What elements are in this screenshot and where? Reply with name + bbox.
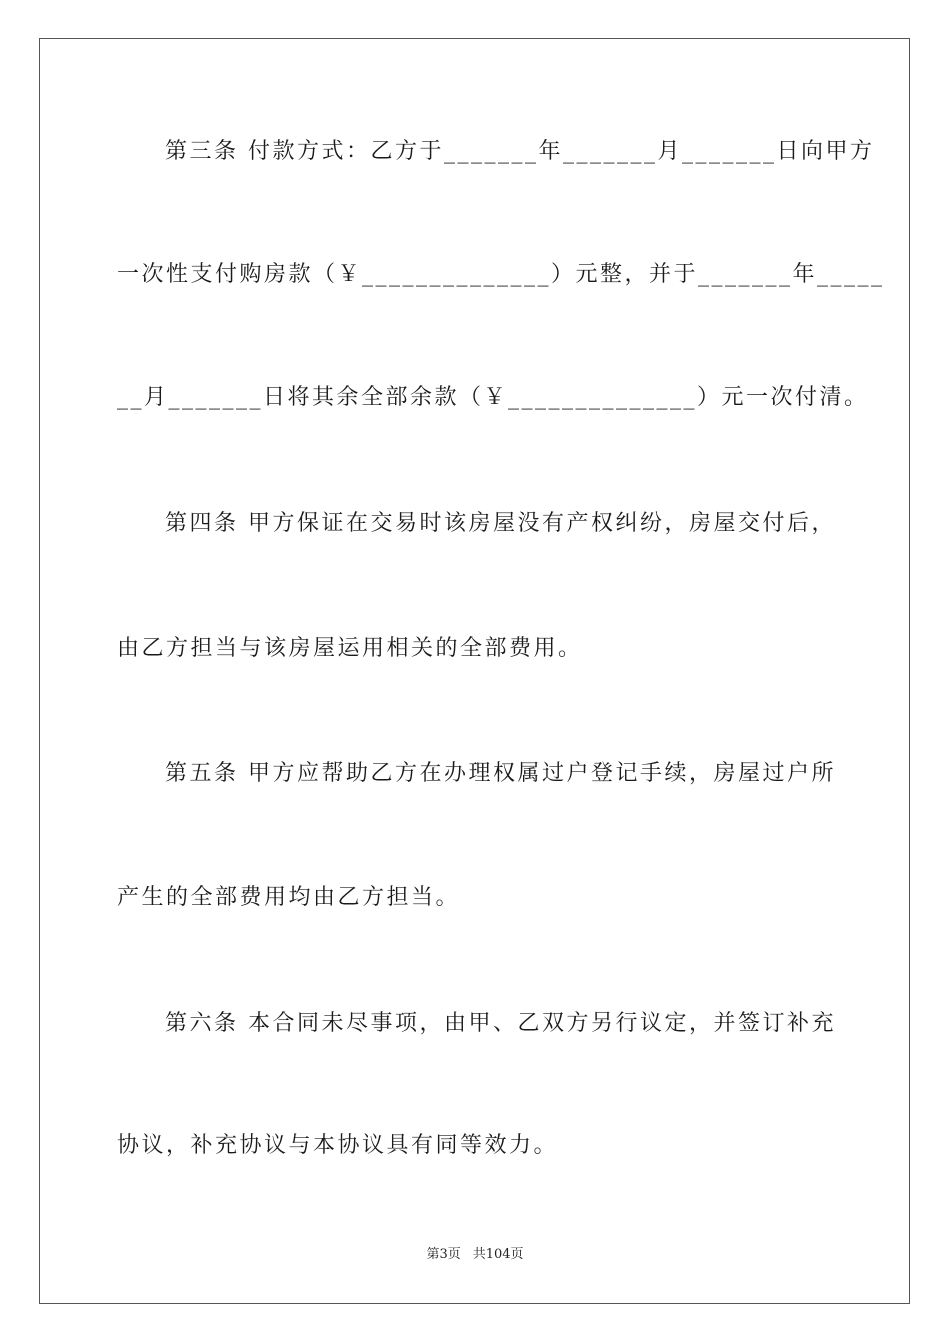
- clause-5-line-2: 产生的全部费用均由乙方担当。: [117, 885, 461, 910]
- page-number: 第3页: [426, 1247, 461, 1262]
- page-border: [39, 38, 910, 1304]
- clause-6-line-2: 协议，补充协议与本协议具有同等效力。: [117, 1133, 559, 1158]
- page-footer: [0, 1246, 950, 1264]
- clause-4-line-1: 第四条 甲方保证在交易时该房屋没有产权纠纷，房屋交付后，: [165, 511, 836, 536]
- clause-3-line-3: __月_______日将其余全部余款（￥______________）元一次付清。: [117, 385, 869, 410]
- clause-3-line-2: 一次性支付购房款（￥______________）元整，并于_______年_____: [117, 262, 885, 287]
- clause-6-line-1: 第六条 本合同未尽事项，由甲、乙双方另行议定，并签订补充: [165, 1011, 836, 1036]
- clause-4-line-2: 由乙方担当与该房屋运用相关的全部费用。: [117, 636, 583, 661]
- total-pages: 共104页: [472, 1247, 524, 1262]
- clause-5-line-1: 第五条 甲方应帮助乙方在办理权属过户登记手续，房屋过户所: [165, 761, 836, 786]
- clause-3-line-1: 第三条 付款方式：乙方于_______年_______月_______日向甲方: [165, 139, 875, 164]
